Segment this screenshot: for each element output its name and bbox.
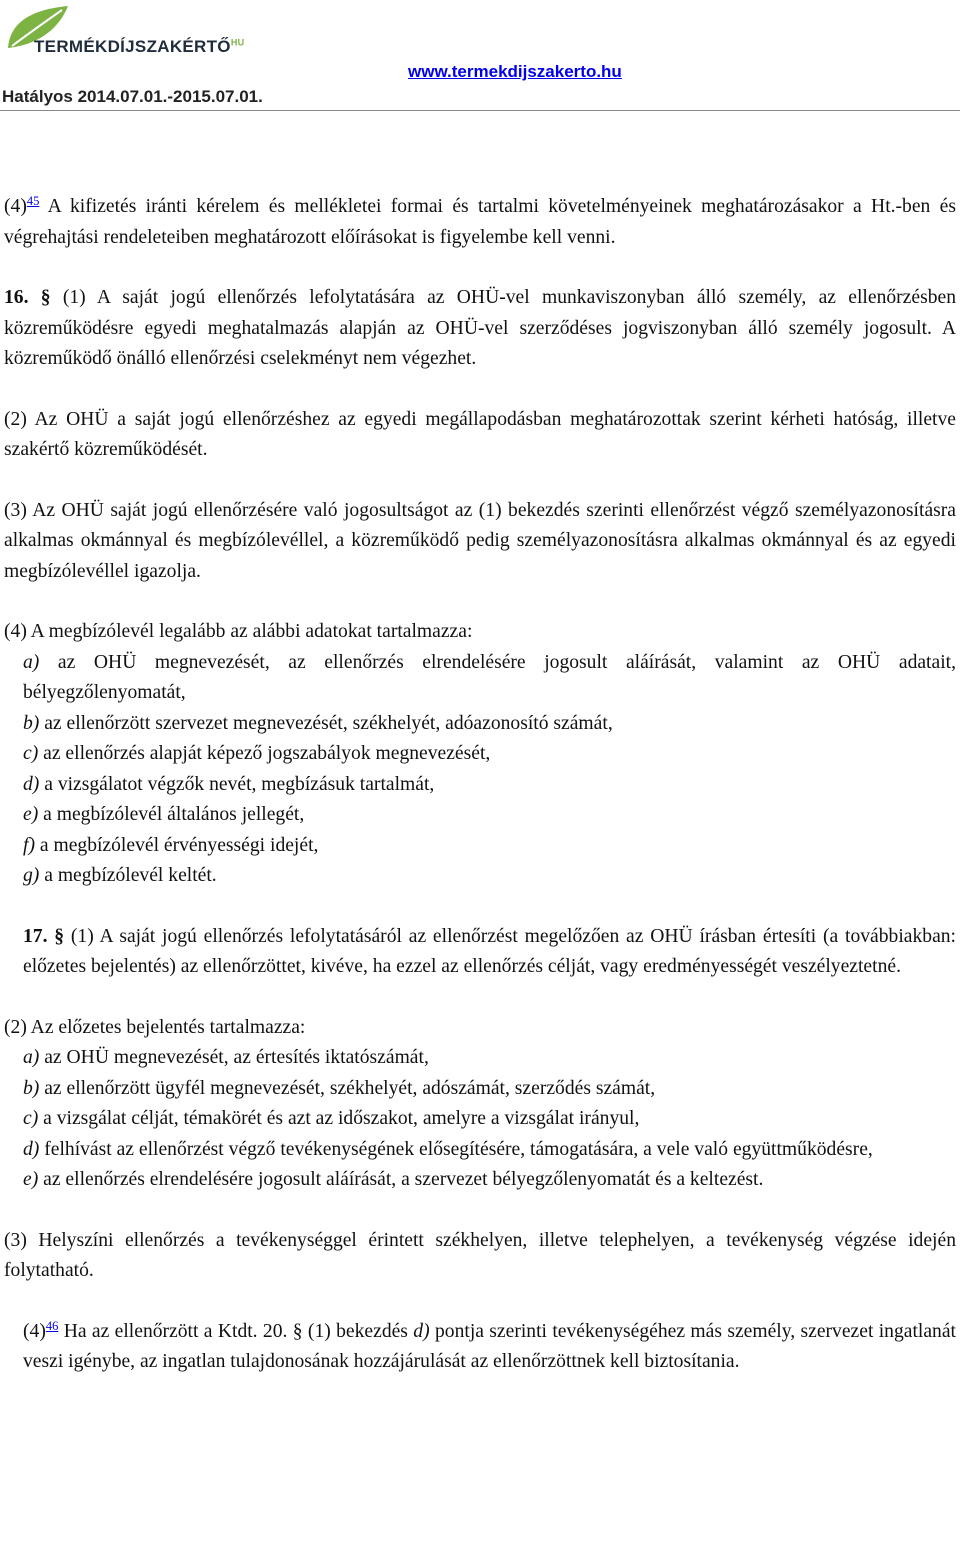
item-text: az OHÜ megnevezését, az értesítés iktatószámát, [39, 1047, 429, 1068]
para-text: (1) A saját jogú ellenőrzés lefolytatásáról az ellenőrzést megelőzően az OHÜ írásban értesíti (a továbbiakban: előzetes bejelentés) az ellenőrzöttet, kivéve, ha ezzel az ellenőrzés célját, vagy eredményességét veszélyeztetné. [23, 925, 957, 977]
item-mark: b) [23, 712, 40, 734]
list-item [4, 1104, 956, 1135]
item-mark: c) [23, 743, 39, 764]
item-mark: e) [23, 1169, 39, 1190]
list-item [4, 1043, 956, 1074]
website-link[interactable]: www.termekdijszakerto.hu [408, 62, 622, 81]
document-body [4, 192, 956, 1378]
item-mark: d) [23, 1138, 40, 1160]
point-mark: d) [413, 1320, 430, 1342]
item-mark: c) [23, 1108, 39, 1129]
section-17-para-1 [4, 922, 956, 983]
paragraph-4 [4, 192, 956, 253]
section-number: 17. § [23, 925, 65, 947]
section-16-para-4: (4) A megbízólevél legalább az alábbi adatokat tartalmazza: [4, 621, 473, 642]
header-divider [0, 110, 960, 111]
item-mark: d) [23, 773, 40, 795]
item-text: az ellenőrzött ügyfél megnevezését, székhelyét, adószámát, szerződés számát, [39, 1077, 656, 1099]
item-text: a vizsgálatot végzők nevét, megbízásuk tartalmát, [39, 773, 435, 795]
section-16-para-3: (3) Az OHÜ saját jogú ellenőrzésére való jogosultságot az (1) bekezdés szerinti ellenőrzést végző személyazonosításra alkalmas okmánnyal és megbízólevéllel, a közreműködő pedig személyazonosításra alkalmas okmánnyal és az egyedi megbízólevéllel igazolja. [4, 499, 956, 582]
section-16-para-1 [4, 283, 956, 375]
list-item [4, 739, 956, 770]
section-17-para-4 [4, 1317, 956, 1378]
footnote-link-45[interactable]: 45 [26, 194, 40, 208]
list-item [4, 800, 956, 831]
footnote-link-46[interactable]: 46 [45, 1318, 59, 1333]
logo-suffix: HU [230, 37, 245, 48]
item-text: a megbízólevél keltét. [39, 865, 217, 886]
para-text: (1) A saját jogú ellenőrzés lefolytatására az OHÜ-vel munkaviszonyban álló személy, az ellenőrzésben közreműködésre egyedi meghatalmazás alapján az OHÜ-vel szerződéses jogviszonyban álló személy jogosult. A közreműködő önálló ellenőrzési cselekményt nem végezhet. [4, 287, 956, 369]
item-mark: f) [23, 834, 35, 856]
item-text: az ellenőrzés alapját képező jogszabályok megnevezését, [38, 743, 491, 764]
item-mark: a) [23, 651, 40, 673]
item-text: az ellenőrzés elrendelésére jogosult aláírását, a szervezet bélyegzőlenyomatát és a keltezést. [38, 1169, 764, 1190]
para-text: A kifizetés iránti kérelem és mellékletei formai és tartalmi követelményeinek meghatározásakor a Ht.-ben és végrehajtási rendeleteiben meghatározott előírásokat is figyelembe kell venni. [4, 196, 956, 248]
list-item [4, 1074, 956, 1105]
item-text: felhívást az ellenőrzést végző tevékenységének elősegítésére, támogatására, a vele való együttműködésre, [39, 1138, 873, 1160]
section-17-para-2: (2) Az előzetes bejelentés tartalmazza: [4, 1016, 306, 1038]
list-item [4, 1165, 956, 1196]
section-16-para-2: (2) Az OHÜ a saját jogú ellenőrzéshez az egyedi megállapodásban meghatározottak szerint kérheti hatóság, illetve szakértő közreműködését. [4, 408, 956, 460]
list-item [4, 709, 956, 740]
list-item [4, 770, 956, 801]
section-17-para-3: (3) Helyszíni ellenőrzés a tevékenységgel érintett székhelyen, illetve telephelyen, a tevékenység végzése idején folytatható. [4, 1229, 956, 1281]
item-text: a megbízólevél általános jellegét, [38, 804, 305, 825]
company-logo [6, 4, 246, 64]
item-mark: e) [23, 804, 39, 825]
section-number: 16. § [4, 287, 51, 308]
para-text: pontja szerinti tevékenységéhez más személy, szervezet ingatlanát veszi igénybe, az ingatlan tulajdonosának hozzájárulását az ellenőrzöttnek kell biztosítania. [23, 1320, 956, 1372]
list-item [4, 1135, 956, 1166]
logo-text [34, 37, 244, 57]
item-mark: a) [23, 1047, 40, 1068]
logo-wordmark: TERMÉKDÍJSZAKÉRTŐ [34, 37, 231, 56]
item-text: az ellenőrzött szervezet megnevezését, székhelyét, adóazonosító számát, [39, 712, 613, 734]
list-item [4, 831, 956, 862]
para-number: (4) [4, 196, 27, 217]
item-mark: g) [23, 865, 40, 886]
item-text: a megbízólevél érvényességi idejét, [34, 834, 319, 856]
list-item [4, 861, 956, 892]
page-header [0, 0, 960, 112]
item-mark: b) [23, 1077, 40, 1099]
list-item [4, 648, 956, 709]
item-text: az OHÜ megnevezését, az ellenőrzés elrendelésére jogosult aláírását, valamint az OHÜ adatait, bélyegzőlenyomatát, [23, 651, 956, 703]
para-text: Ha az ellenőrzött a Ktdt. 20. § (1) bekezdés [58, 1320, 414, 1342]
item-text: a vizsgálat célját, témakörét és azt az időszakot, amelyre a vizsgálat irányul, [38, 1108, 640, 1129]
validity-period: Hatályos 2014.07.01.-2015.07.01. [2, 87, 263, 106]
para-number: (4) [23, 1320, 46, 1342]
